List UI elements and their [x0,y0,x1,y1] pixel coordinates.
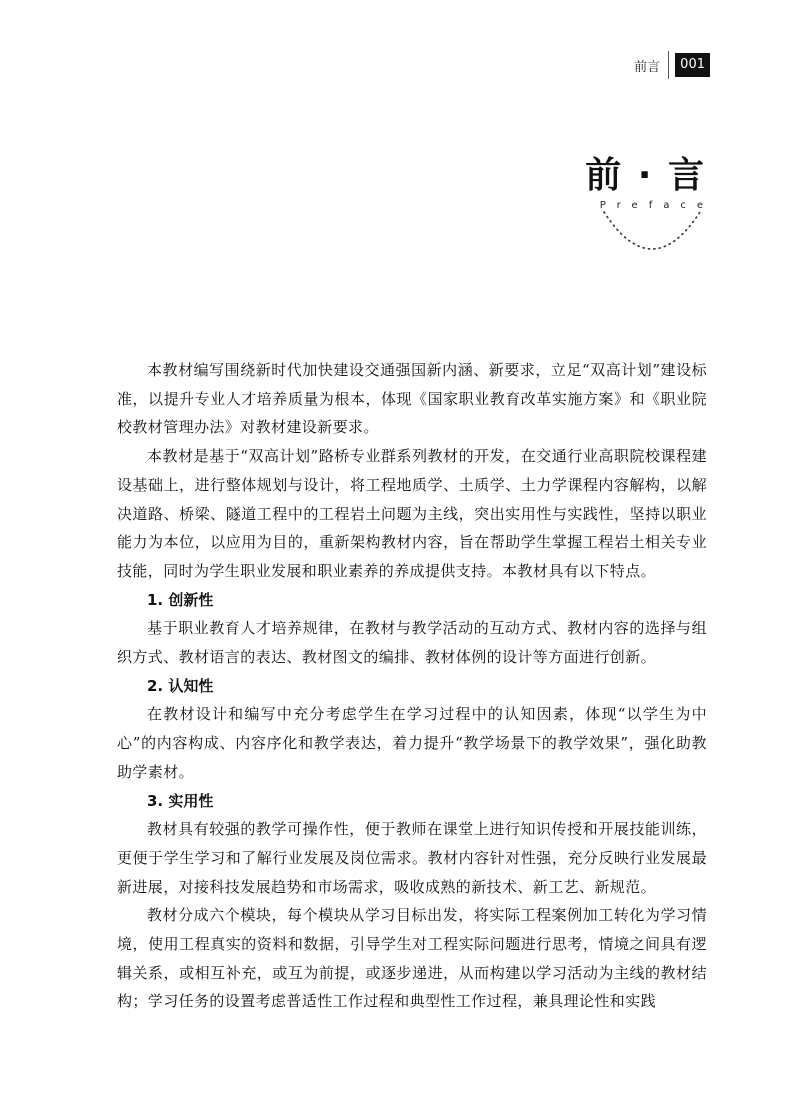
section-paragraph: 教材分成六个模块，每个模块从学习目标出发，将实际工程案例加工转化为学习情境，使用工程真实的资料和数据，引导学生对工程实际问题进行思考，情境之间具有逻辑关系，或相互补充，或互为前提，或逐步递进，从而构建以学习活动为主线的教材结构；学习任务的设置考虑普适性工作过程和典型性工作过程，兼具理论性和实践 [117,906,707,1011]
page-number: 001 [675,53,710,77]
chapter-heading [585,152,714,211]
section-paragraph: 在教材设计和编写中充分考虑学生在学习过程中的认知因素，体现“以学生为中心”的内容构成、内容序化和教学表达，着力提升“教学场景下的教学效果”，强化助教助学素材。 [117,705,707,781]
chapter-subtitle: Preface [599,200,714,211]
section-heading-innovation: 1. 创新性 [147,590,214,609]
chapter-title: 前 · 言 [585,155,706,196]
preface-body [117,356,707,1016]
section-paragraph: 教材具有较强的教学可操作性，便于教师在课堂上进行知识传授和开展技能训练，更便于学生学习和了解行业发展及岗位需求。教材内容针对性强，充分反映行业发展最新进展，对接科技发展趋势和市场需求，吸收成熟的新技术、新工艺、新规范。 [117,820,707,896]
intro-paragraph-1: 本教材编写围绕新时代加快建设交通强国新内涵、新要求，立足“双高计划”建设标准，以提升专业人才培养质量为根本，体现《国家职业教育改革实施方案》和《职业院校教材管理办法》对教材建设新要求。 [117,361,707,437]
dotted-arc-decoration [600,208,704,256]
section-heading-cognition: 2. 认知性 [147,676,214,695]
running-header [634,50,710,80]
header-divider [668,51,669,79]
section-paragraph: 基于职业教育人才培养规律，在教材与教学活动的互动方式、教材内容的选择与组织方式、教材语言的表达、教材图文的编排、教材体例的设计等方面进行创新。 [117,619,707,667]
running-title: 前言 [634,59,661,75]
intro-paragraph-2: 本教材是基于“双高计划”路桥专业群系列教材的开发，在交通行业高职院校课程建设基础上，进行整体规划与设计，将工程地质学、土质学、土力学课程内容解构，以解决道路、桥梁、隧道工程中的工程岩土问题为主线，突出实用性与实践性，坚持以职业能力为本位，以应用为目的，重新架构教材内容，旨在帮助学生掌握工程岩土相关专业技能，同时为学生职业发展和职业素养的养成提供支持。本教材具有以下特点。 [117,447,707,580]
section-heading-practicality: 3. 实用性 [147,791,214,810]
